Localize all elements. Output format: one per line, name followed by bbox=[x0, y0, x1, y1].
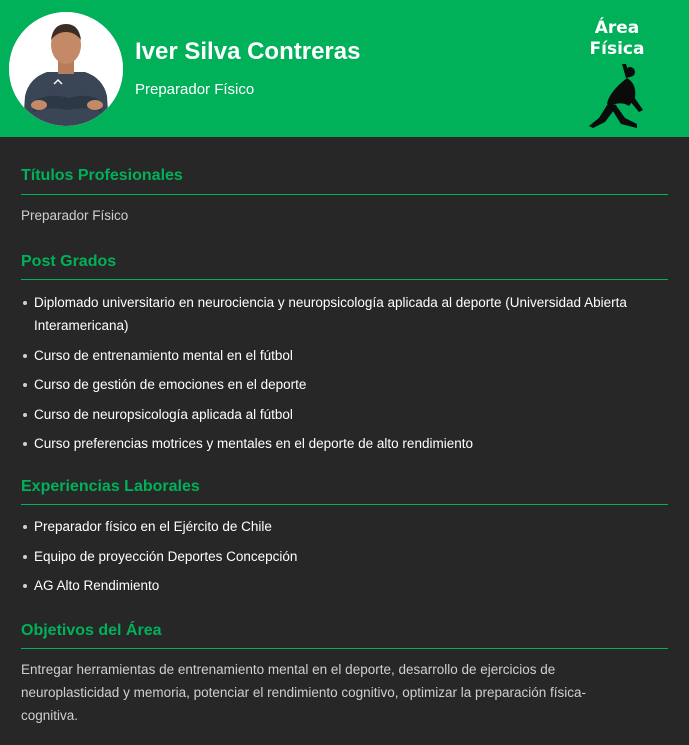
list-item: Curso de gestión de emociones en el deporte bbox=[21, 373, 661, 396]
section-title-objetivos: Objetivos del Área bbox=[21, 622, 162, 639]
section-divider bbox=[21, 504, 668, 505]
avatar-photo bbox=[9, 12, 123, 126]
area-badge bbox=[578, 18, 656, 130]
experiencias-list bbox=[21, 515, 661, 604]
exercise-figure-icon bbox=[585, 62, 649, 130]
profile-header bbox=[0, 0, 689, 137]
titulos-text: Preparador Físico bbox=[21, 208, 129, 223]
profile-role: Preparador Físico bbox=[135, 81, 255, 98]
profile-name: Iver Silva Contreras bbox=[135, 38, 361, 65]
section-title-experiencias: Experiencias Laborales bbox=[21, 478, 200, 495]
section-divider bbox=[21, 648, 668, 649]
section-divider bbox=[21, 194, 668, 195]
list-item: Curso preferencias motrices y mentales en el deporte de alto rendimiento bbox=[21, 432, 661, 455]
section-title-titulos: Títulos Profesionales bbox=[21, 167, 183, 184]
avatar bbox=[9, 12, 123, 126]
list-item: Preparador físico en el Ejército de Chile bbox=[21, 515, 661, 538]
list-item: Curso de entrenamiento mental en el fútbol bbox=[21, 344, 661, 367]
list-item: Equipo de proyección Deportes Concepción bbox=[21, 545, 661, 568]
list-item: Curso de neuropsicología aplicada al fútbol bbox=[21, 403, 661, 426]
section-divider bbox=[21, 279, 668, 280]
postgrados-list bbox=[21, 291, 661, 462]
area-label: Área Física bbox=[589, 18, 645, 59]
objetivos-text: Entregar herramientas de entrenamiento mental en el deporte, desarrollo de ejercicios de neuroplasticidad y memoria, potenciar el rendimiento cognitivo, optimizar la preparación física-cognitiva. bbox=[21, 662, 587, 723]
list-item: Diplomado universitario en neurociencia y neuropsicología aplicada al deporte (Universidad Abierta Interamericana) bbox=[21, 291, 661, 337]
list-item: AG Alto Rendimiento bbox=[21, 574, 661, 597]
section-title-postgrados: Post Grados bbox=[21, 253, 117, 270]
